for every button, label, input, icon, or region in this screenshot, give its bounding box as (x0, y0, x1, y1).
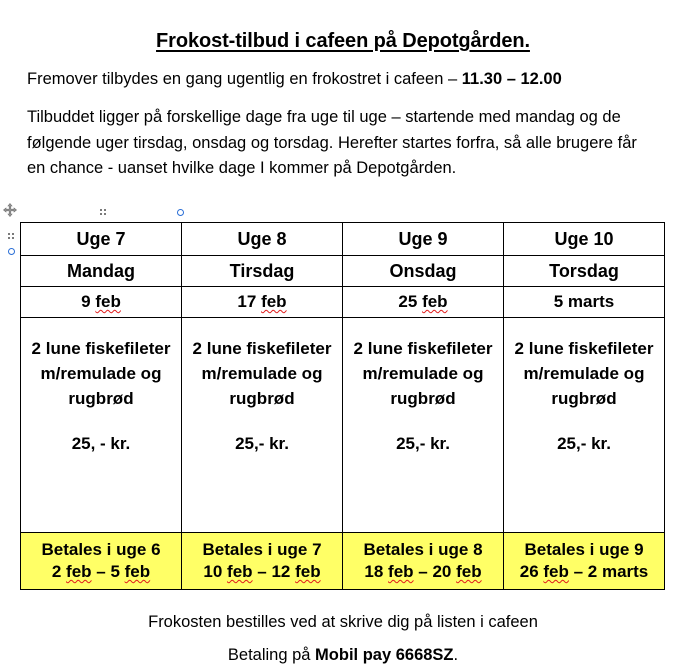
cell-menu-1[interactable] (21, 318, 182, 533)
menu-line2-2: m/remulade og (201, 364, 323, 383)
payment-line1-1: Betales i uge 6 (41, 540, 161, 559)
cell-menu-4[interactable] (504, 318, 665, 533)
menu-price-4: 25,- kr. (557, 434, 611, 453)
date-text-3: 25 feb (398, 292, 448, 311)
table-move-handle-icon[interactable] (3, 203, 17, 217)
cell-payment-2[interactable] (182, 533, 343, 590)
table-left-marker-icon[interactable] (8, 248, 15, 255)
lunch-schedule-table (20, 222, 665, 590)
payment-line2-2: 10 feb – 12 feb (203, 562, 321, 581)
payment-line2-4: 26 feb – 2 marts (519, 562, 649, 581)
cell-date-4[interactable] (504, 287, 665, 318)
menu-line3-3: rugbrød (390, 389, 456, 408)
intro-line (27, 68, 667, 90)
menu-line3-4: rugbrød (551, 389, 617, 408)
footer-payment-line (0, 644, 686, 666)
table-row-payment (21, 533, 665, 590)
menu-desc-2 (182, 336, 342, 411)
payment-line2-1: 2 feb – 5 feb (51, 562, 151, 581)
body-paragraph: Tilbuddet ligger på forskellige dage fra uge til uge – startende med mandag og de følgende uger tirsdag, onsdag og torsdag. Herefter startes forfra, så alle brugere får en chance - uanset hvilke dage I kommer på Depotgården. (27, 108, 637, 177)
footer-payment-number: Mobil pay 6668SZ (315, 646, 454, 664)
menu-price-1: 25, - kr. (71, 434, 131, 453)
footer-order-line: Frokosten bestilles ved at skrive dig på listen i cafeen (148, 613, 538, 631)
table-row-weeks (21, 223, 665, 256)
table-row-menu (21, 318, 665, 533)
cell-date-3[interactable] (343, 287, 504, 318)
date-text-4: 5 marts (553, 292, 615, 311)
page-title-text: Frokost-tilbud i cafeen på Depotgården. (156, 30, 530, 52)
menu-line2-4: m/remulade og (523, 364, 645, 383)
cell-day-2[interactable]: Tirsdag (182, 256, 343, 287)
menu-line1-1: 2 lune fiskefileter (31, 339, 171, 358)
cell-week-1[interactable]: Uge 7 (21, 223, 182, 256)
cell-day-1[interactable]: Mandag (21, 256, 182, 287)
menu-line2-1: m/remulade og (40, 364, 162, 383)
intro-time: 11.30 – 12.00 (461, 70, 562, 88)
menu-price-2: 25,- kr. (235, 434, 289, 453)
intro-text: Fremover tilbydes en gang ugentlig en frokostret i cafeen – (27, 70, 462, 88)
menu-price-3: 25,- kr. (396, 434, 450, 453)
date-text-2: 17 feb (237, 292, 287, 311)
menu-line1-2: 2 lune fiskefileter (192, 339, 332, 358)
cell-date-2[interactable] (182, 287, 343, 318)
cell-date-1[interactable] (21, 287, 182, 318)
table-row-dates (21, 287, 665, 318)
payment-line1-2: Betales i uge 7 (202, 540, 322, 559)
table-row-grip-icon[interactable] (8, 233, 16, 241)
menu-line1-3: 2 lune fiskefileter (353, 339, 493, 358)
date-text-1: 9 feb (81, 292, 121, 311)
cell-payment-3[interactable] (343, 533, 504, 590)
menu-desc-4 (504, 336, 664, 411)
footer-payment-suffix: . (453, 646, 459, 664)
footer-payment-prefix: Betaling på (227, 646, 316, 664)
cell-week-3[interactable]: Uge 9 (343, 223, 504, 256)
menu-line2-3: m/remulade og (362, 364, 484, 383)
menu-desc-1 (21, 336, 181, 411)
table-row-days (21, 256, 665, 287)
cell-day-3[interactable]: Onsdag (343, 256, 504, 287)
table-top-marker-icon[interactable] (177, 209, 184, 216)
page-title (0, 29, 686, 53)
menu-line3-2: rugbrød (229, 389, 295, 408)
table-column-grip-icon[interactable] (100, 209, 108, 217)
cell-day-4[interactable]: Torsdag (504, 256, 665, 287)
menu-line3-1: rugbrød (68, 389, 134, 408)
cell-payment-1[interactable] (21, 533, 182, 590)
cell-menu-3[interactable] (343, 318, 504, 533)
payment-line2-3: 18 feb – 20 feb (364, 562, 482, 581)
menu-line1-4: 2 lune fiskefileter (514, 339, 654, 358)
cell-week-4[interactable]: Uge 10 (504, 223, 665, 256)
payment-line1-3: Betales i uge 8 (363, 540, 483, 559)
cell-payment-4[interactable] (504, 533, 665, 590)
payment-line1-4: Betales i uge 9 (524, 540, 644, 559)
cell-menu-2[interactable] (182, 318, 343, 533)
cell-week-2[interactable]: Uge 8 (182, 223, 343, 256)
menu-desc-3 (343, 336, 503, 411)
